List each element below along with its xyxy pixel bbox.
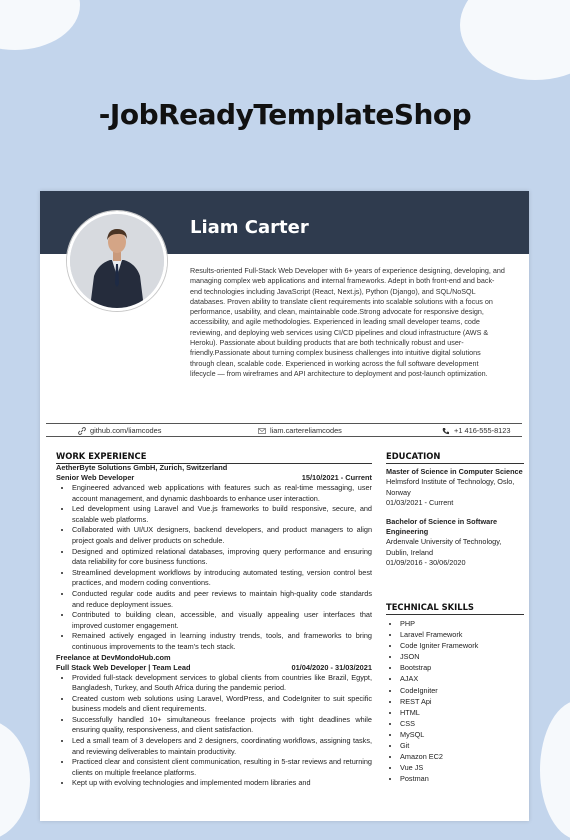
job-company: Freelance at DevMondoHub.com [56, 652, 171, 662]
school: Ardenvale University of Technology, Dublin, Ireland [386, 537, 502, 557]
skill-item: • Laravel Framework [400, 629, 524, 640]
background-blob [0, 0, 80, 50]
job-bullet: • Successfully handled 10+ simultaneous freelance projects with tight deadlines while ensuring quality, responsiveness, and client satisfaction. [72, 715, 372, 736]
summary-text: Results-oriented Full-Stack Web Developer with 6+ years of experience designing, developing, and managing complex web applications and internal frameworks. Adept in both front-end and back-end technologies including JavaScript (React, Next.js), Python (Django), and SQL/NoSQL databases. Proven ability to translate client requirements into scalable solutions with a focus on performance, usability, and clean, maintainable code.Strong advocate for responsive design, accessibility, and agile methodologies. Experienced in leading small developer teams, code reviewing, and deploying web services using CI/CD pipelines and cloud infrastructure (AWS & Heroku). Passionate about building products that are both technically robust and user-friendly.Passionate about turning complex business challenges into intuitive digital solutions through clean, scalable code. Experienced in working across the full software development lifecycle — from wireframes and API architecture to deployment and post-launch optimization. [190, 266, 505, 378]
job-bullet: • Designed and optimized relational databases, improving query performance and ensuring data reliability for core business functions. [72, 547, 372, 568]
job-bullet: • Collaborated with UI/UX designers, backend developers, and product managers to align project goals and deliver products on schedule. [72, 525, 372, 546]
phone-number[interactable]: +1 416-555-8123 [454, 426, 511, 435]
job-bullet: • Kept up with evolving technologies and implemented modern libraries and [72, 778, 372, 789]
education-section [386, 467, 524, 577]
job-dates: 01/04/2020 - 31/03/2021 [291, 662, 372, 672]
contact-phone[interactable] [442, 426, 511, 435]
job-bullet: • Contributed to building clean, accessible, and visually appealing user interfaces that improved customer engagement. [72, 610, 372, 631]
skill-item: • AJAX [400, 673, 524, 684]
degree: Master of Science in Computer Science [386, 467, 523, 476]
job-bullet: • Led a small team of 3 developers and 2 designers, coordinating workflows, assigning tasks, and reviewing deliverables to maintain productivity. [72, 736, 372, 757]
job-dates: 15/10/2021 - Current [301, 473, 372, 482]
job-role-row [56, 663, 372, 673]
job-bullet: • Provided full-stack development services to global clients from countries like Brazil, Egypt, Bangladesh, Turkey, and South Africa during the pandemic period. [72, 673, 372, 694]
contact-email[interactable] [258, 426, 342, 435]
education-entry [386, 517, 524, 569]
skill-item: • Code Igniter Framework [400, 640, 524, 651]
school: Helmsford Institute of Technology, Oslo, Norway [386, 477, 515, 497]
github-link[interactable]: github.com/liamcodes [90, 426, 162, 435]
job-role-row [56, 473, 372, 483]
skill-item: • REST Api [400, 696, 524, 707]
education-entry [386, 467, 524, 509]
job-bullet: • Created custom web solutions using Laravel, WordPress, and CodeIgniter to suit specific business models and client requirements. [72, 694, 372, 715]
work-experience-section [56, 463, 372, 789]
job-bullet: • Practiced clear and consistent client communication, resulting in 5-star reviews and returning clients on multiple freelance platforms. [72, 757, 372, 778]
skill-item: • CodeIgniter [400, 685, 524, 696]
job-bullet: • Led development using Laravel and Vue.js frameworks to build responsive, secure, and scalable web platforms. [72, 504, 372, 525]
skill-item: • Git [400, 740, 524, 751]
email-link[interactable]: liam.cartereliamcodes [270, 426, 342, 435]
skill-item: • PHP [400, 618, 524, 629]
skill-item: • Vue JS [400, 762, 524, 773]
skill-item: • HTML [400, 707, 524, 718]
job-entry [56, 463, 372, 653]
phone-icon [442, 427, 450, 435]
skill-item: • Postman [400, 773, 524, 784]
profile-photo [67, 211, 167, 311]
skills-list [386, 618, 524, 784]
skill-item: • Amazon EC2 [400, 751, 524, 762]
job-bullet: • Conducted regular code audits and peer reviews to maintain high-quality code standards and reduce deployment issues. [72, 589, 372, 610]
degree: Bachelor of Science in Software Engineering [386, 516, 498, 537]
job-bullets [56, 673, 372, 790]
link-icon [78, 427, 86, 435]
person-illustration [70, 214, 164, 308]
education-dates: 01/09/2016 - 30/06/2020 [386, 558, 466, 568]
education-dates: 01/03/2021 - Current [386, 498, 454, 508]
skill-item: • Bootstrap [400, 662, 524, 673]
job-company: AetherByte Solutions GmbH, Zurich, Switzerland [56, 463, 228, 472]
job-title: Senior Web Developer [56, 473, 135, 482]
brand-title: -JobReadyTemplateShop [98, 98, 472, 131]
work-experience-heading: WORK EXPERIENCE [56, 451, 372, 464]
job-title: Full Stack Web Developer | Team Lead [56, 662, 191, 672]
mail-icon [258, 428, 266, 434]
job-entry [56, 653, 372, 790]
contact-github[interactable] [78, 426, 161, 435]
technical-skills-heading: TECHNICAL SKILLS [386, 602, 524, 615]
education-heading: EDUCATION [386, 451, 524, 464]
job-bullet: • Engineered advanced web applications with features such as real-time messaging, user account management, and dynamic dashboards to enhance user interaction. [72, 483, 372, 504]
background-blob [0, 720, 30, 840]
background-blob [540, 700, 570, 840]
skills-section [386, 618, 524, 784]
skill-item: • MySQL [400, 729, 524, 740]
skill-item: • JSON [400, 651, 524, 662]
job-bullet: • Remained actively engaged in learning industry trends, tools, and frameworks to bring continuous improvements to the team's tech stack. [72, 631, 372, 652]
contact-bar [46, 423, 522, 437]
candidate-name: Liam Carter [190, 217, 309, 238]
skill-item: • CSS [400, 718, 524, 729]
job-bullet: • Streamlined development workflows by introducing automated testing, version control best practices, and modern coding conventions. [72, 568, 372, 589]
resume-page [40, 191, 529, 821]
job-bullets [56, 483, 372, 653]
background-blob [460, 0, 570, 80]
